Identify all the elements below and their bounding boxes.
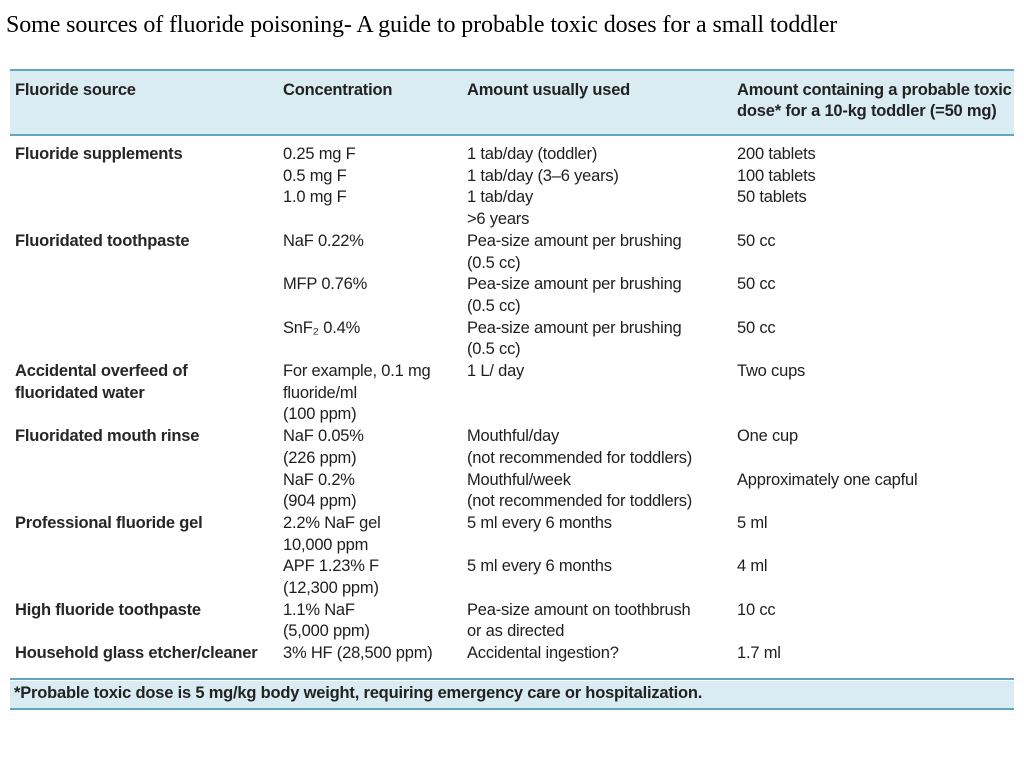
cell-amount-used: Accidental ingestion? bbox=[467, 644, 619, 663]
cell-toxic-dose: 50 cc bbox=[737, 318, 776, 337]
header-amount-used: Amount usually used bbox=[467, 81, 631, 99]
cell-fluoride-source: Fluoride supplements bbox=[15, 145, 183, 163]
cell-amount-used: (0.5 cc) bbox=[467, 296, 521, 315]
cell-concentration: (226 ppm) bbox=[283, 448, 357, 467]
cell-amount-used: or as directed bbox=[467, 622, 565, 641]
cell-toxic-dose: 100 tablets bbox=[737, 166, 816, 185]
cell-amount-used: (0.5 cc) bbox=[467, 340, 521, 359]
cell-toxic-dose: 4 ml bbox=[737, 557, 768, 576]
cell-concentration: 1.0 mg F bbox=[283, 188, 347, 207]
cell-amount-used: 1 L/ day bbox=[467, 362, 525, 380]
cell-toxic-dose: 1.7 ml bbox=[737, 644, 781, 663]
cell-concentration: For example, 0.1 mg bbox=[283, 362, 431, 380]
cell-amount-used: Pea-size amount per brushing bbox=[467, 275, 682, 294]
cell-amount-used: 1 tab/day (toddler) bbox=[467, 145, 598, 163]
cell-concentration: 2.2% NaF gel bbox=[283, 513, 381, 532]
cell-amount-used: (0.5 cc) bbox=[467, 253, 521, 272]
cell-amount-used: Pea-size amount on toothbrush bbox=[467, 600, 691, 619]
cell-amount-used: Mouthful/week bbox=[467, 470, 571, 489]
table-header-row bbox=[10, 71, 1014, 136]
cell-amount-used: >6 years bbox=[467, 210, 530, 229]
cell-fluoride-source: Fluoridated mouth rinse bbox=[15, 427, 200, 446]
cell-amount-used: (not recommended for toddlers) bbox=[467, 492, 693, 511]
slide-title: Some sources of fluoride poisoning- A guide to probable toxic doses for a small toddler bbox=[6, 12, 838, 38]
cell-concentration: SnF₂ 0.4% bbox=[283, 318, 361, 337]
cell-amount-used: (not recommended for toddlers) bbox=[467, 448, 693, 467]
cell-amount-used: 1 tab/day bbox=[467, 188, 534, 207]
cell-toxic-dose: 10 cc bbox=[737, 600, 776, 619]
fluoride-table bbox=[10, 69, 1014, 736]
cell-concentration: NaF 0.2% bbox=[283, 470, 355, 489]
cell-fluoride-source: Professional fluoride gel bbox=[15, 513, 203, 532]
cell-concentration: MFP 0.76% bbox=[283, 275, 368, 294]
table-footnote-band bbox=[10, 681, 1014, 710]
cell-toxic-dose: 5 ml bbox=[737, 513, 768, 532]
cell-concentration: (904 ppm) bbox=[283, 492, 357, 511]
header-fluoride-source: Fluoride source bbox=[15, 81, 136, 99]
cell-fluoride-source: Household glass etcher/cleaner bbox=[15, 644, 258, 663]
cell-concentration: (12,300 ppm) bbox=[283, 579, 379, 597]
cell-concentration: 1.1% NaF bbox=[283, 600, 355, 619]
cell-fluoride-source: fluoridated water bbox=[15, 383, 145, 402]
cell-concentration: 0.5 mg F bbox=[283, 166, 347, 185]
cell-amount-used: Mouthful/day bbox=[467, 427, 560, 446]
cell-concentration: 10,000 ppm bbox=[283, 535, 369, 554]
cell-fluoride-source: Fluoridated toothpaste bbox=[15, 231, 190, 250]
cell-toxic-dose: Two cups bbox=[737, 362, 806, 380]
cell-amount-used: 1 tab/day (3–6 years) bbox=[467, 166, 619, 185]
cell-amount-used: Pea-size amount per brushing bbox=[467, 231, 682, 250]
cell-toxic-dose: 50 tablets bbox=[737, 188, 807, 207]
cell-concentration: (100 ppm) bbox=[283, 405, 357, 424]
cell-fluoride-source: Accidental overfeed of bbox=[15, 362, 188, 380]
header-toxic-dose: Amount containing a probable toxic dose* for a 10-kg toddler (=50 mg) bbox=[737, 81, 1012, 120]
cell-toxic-dose: 50 cc bbox=[737, 275, 776, 294]
table-body bbox=[10, 136, 1014, 736]
cell-toxic-dose: 50 cc bbox=[737, 231, 776, 250]
cell-concentration: NaF 0.22% bbox=[283, 231, 364, 250]
cell-amount-used: 5 ml every 6 months bbox=[467, 513, 612, 532]
cell-concentration: fluoride/ml bbox=[283, 383, 357, 402]
cell-concentration: NaF 0.05% bbox=[283, 427, 364, 446]
cell-amount-used: 5 ml every 6 months bbox=[467, 557, 612, 576]
table-bottom-rule bbox=[10, 678, 1014, 680]
cell-amount-used: Pea-size amount per brushing bbox=[467, 318, 682, 337]
cell-fluoride-source: High fluoride toothpaste bbox=[15, 600, 201, 619]
cell-toxic-dose: One cup bbox=[737, 427, 798, 446]
cell-toxic-dose: Approximately one capful bbox=[737, 470, 918, 489]
table-footnote: *Probable toxic dose is 5 mg/kg body weight, requiring emergency care or hospitalization. bbox=[14, 684, 703, 702]
header-concentration: Concentration bbox=[283, 81, 393, 99]
cell-concentration: APF 1.23% F bbox=[283, 557, 379, 576]
cell-concentration: 0.25 mg F bbox=[283, 145, 356, 163]
cell-concentration: (5,000 ppm) bbox=[283, 622, 370, 641]
cell-concentration: 3% HF (28,500 ppm) bbox=[283, 644, 433, 663]
cell-toxic-dose: 200 tablets bbox=[737, 145, 816, 163]
